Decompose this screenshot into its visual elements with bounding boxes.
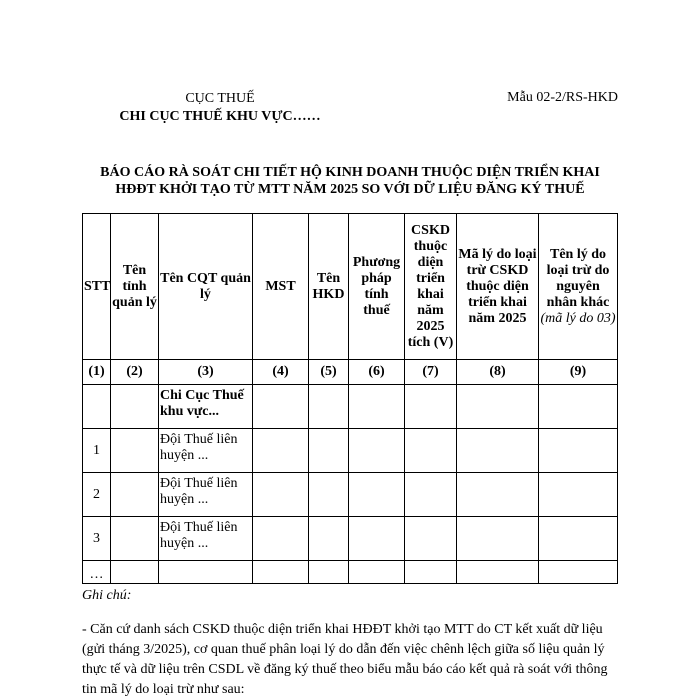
col-header-exclusion-reason-note: (mã lý do 03): [540, 310, 616, 326]
col-header-exclusion-reason: [539, 214, 618, 360]
table-row: [83, 517, 618, 561]
table-cell: [349, 473, 405, 517]
table-cell: [309, 561, 349, 584]
col-header-province: Tên tỉnh quản lý: [111, 214, 159, 360]
form-code: Mẫu 02-2/RS-HKD: [507, 90, 618, 105]
table-cell: [405, 429, 457, 473]
table-row: [83, 473, 618, 517]
table-cell: [349, 385, 405, 429]
row-stt: 3: [83, 517, 111, 561]
row-tax-office: Đội Thuế liên huyện ...: [159, 473, 253, 517]
table-cell: [457, 561, 539, 584]
col-number: (1): [83, 360, 111, 385]
col-header-mst: MST: [253, 214, 309, 360]
table-cell: [539, 561, 618, 584]
col-header-hkd-name: Tên HKD: [309, 214, 349, 360]
table-cell: [253, 517, 309, 561]
table-cell: [405, 561, 457, 584]
col-number: (7): [405, 360, 457, 385]
ellipsis-row: [83, 561, 618, 584]
table-cell: [253, 429, 309, 473]
col-header-tax-office: Tên CQT quản lý: [159, 214, 253, 360]
col-header-tax-method: Phương pháp tính thuế: [349, 214, 405, 360]
notes-paragraph: - Căn cứ danh sách CSKD thuộc diện triển khai HĐĐT khởi tạo MTT do CT kết xuất dữ liệu (gửi tháng 3/2025), cơ quan thuế phân loại lý do dẫn đến việc chênh lệch giữa số liệu quản lý thực tế và dữ liệu trên CSDL về đăng ký thuế theo biểu mẫu báo cáo kết quả rà soát với thông tin mã lý do loại trừ như sau:: [82, 622, 608, 697]
table-cell: [405, 385, 457, 429]
notes-label: Ghi chú:: [82, 588, 132, 603]
table-header-row: [83, 214, 618, 360]
table-cell: [349, 429, 405, 473]
table-cell: [111, 429, 159, 473]
col-header-exclusion-reason-label: Tên lý do loại trừ do nguyên nhân khác: [546, 246, 610, 310]
report-title-line1: BÁO CÁO RÀ SOÁT CHI TIẾT HỘ KINH DOANH THUỘC DIỆN TRIỂN KHAI: [100, 165, 600, 180]
col-header-exclusion-code: Mã lý do loại trừ CSKD thuộc diện triển khai năm 2025: [457, 214, 539, 360]
col-header-cskd-2025: CSKD thuộc diện triển khai năm 2025 tích (V): [405, 214, 457, 360]
table-cell: [539, 429, 618, 473]
table-cell: [159, 561, 253, 584]
table-cell: [309, 473, 349, 517]
col-header-stt: STT: [83, 214, 111, 360]
col-number: (4): [253, 360, 309, 385]
row-stt: 1: [83, 429, 111, 473]
row-tax-office: Đội Thuế liên huyện ...: [159, 429, 253, 473]
table-cell: [111, 561, 159, 584]
table-cell: [539, 517, 618, 561]
table-cell: [457, 385, 539, 429]
table-cell: [111, 385, 159, 429]
table-cell: [309, 429, 349, 473]
table-cell: [349, 561, 405, 584]
row-tax-office: Đội Thuế liên huyện ...: [159, 517, 253, 561]
table-cell: [253, 561, 309, 584]
table-row: [83, 385, 618, 429]
table-cell: [111, 473, 159, 517]
table-cell: [405, 517, 457, 561]
row-stt: [83, 385, 111, 429]
row-tax-office: Chi Cục Thuế khu vực...: [159, 385, 253, 429]
sub-agency-name: CHI CỤC THUẾ KHU VỰC……: [119, 109, 321, 124]
column-number-row: [83, 360, 618, 385]
table-cell: [457, 517, 539, 561]
report-title: [70, 164, 630, 198]
table-cell: [539, 473, 618, 517]
col-number: (3): [159, 360, 253, 385]
col-number: (2): [111, 360, 159, 385]
col-number: (5): [309, 360, 349, 385]
row-ellipsis: …: [83, 561, 111, 584]
table-cell: [309, 517, 349, 561]
col-number: (6): [349, 360, 405, 385]
table-cell: [253, 473, 309, 517]
col-number: (9): [539, 360, 618, 385]
table-cell: [457, 429, 539, 473]
row-stt: 2: [83, 473, 111, 517]
report-table: [82, 213, 618, 584]
table-cell: [457, 473, 539, 517]
table-cell: [111, 517, 159, 561]
col-number: (8): [457, 360, 539, 385]
table-cell: [309, 385, 349, 429]
agency-name: CỤC THUẾ: [185, 91, 255, 106]
table-cell: [405, 473, 457, 517]
table-cell: [539, 385, 618, 429]
agency-header: [100, 90, 340, 126]
table-row: [83, 429, 618, 473]
table-cell: [349, 517, 405, 561]
table-cell: [253, 385, 309, 429]
report-title-line2: HĐĐT KHỞI TẠO TỪ MTT NĂM 2025 SO VỚI DỮ LIỆU ĐĂNG KÝ THUẾ: [115, 182, 585, 197]
